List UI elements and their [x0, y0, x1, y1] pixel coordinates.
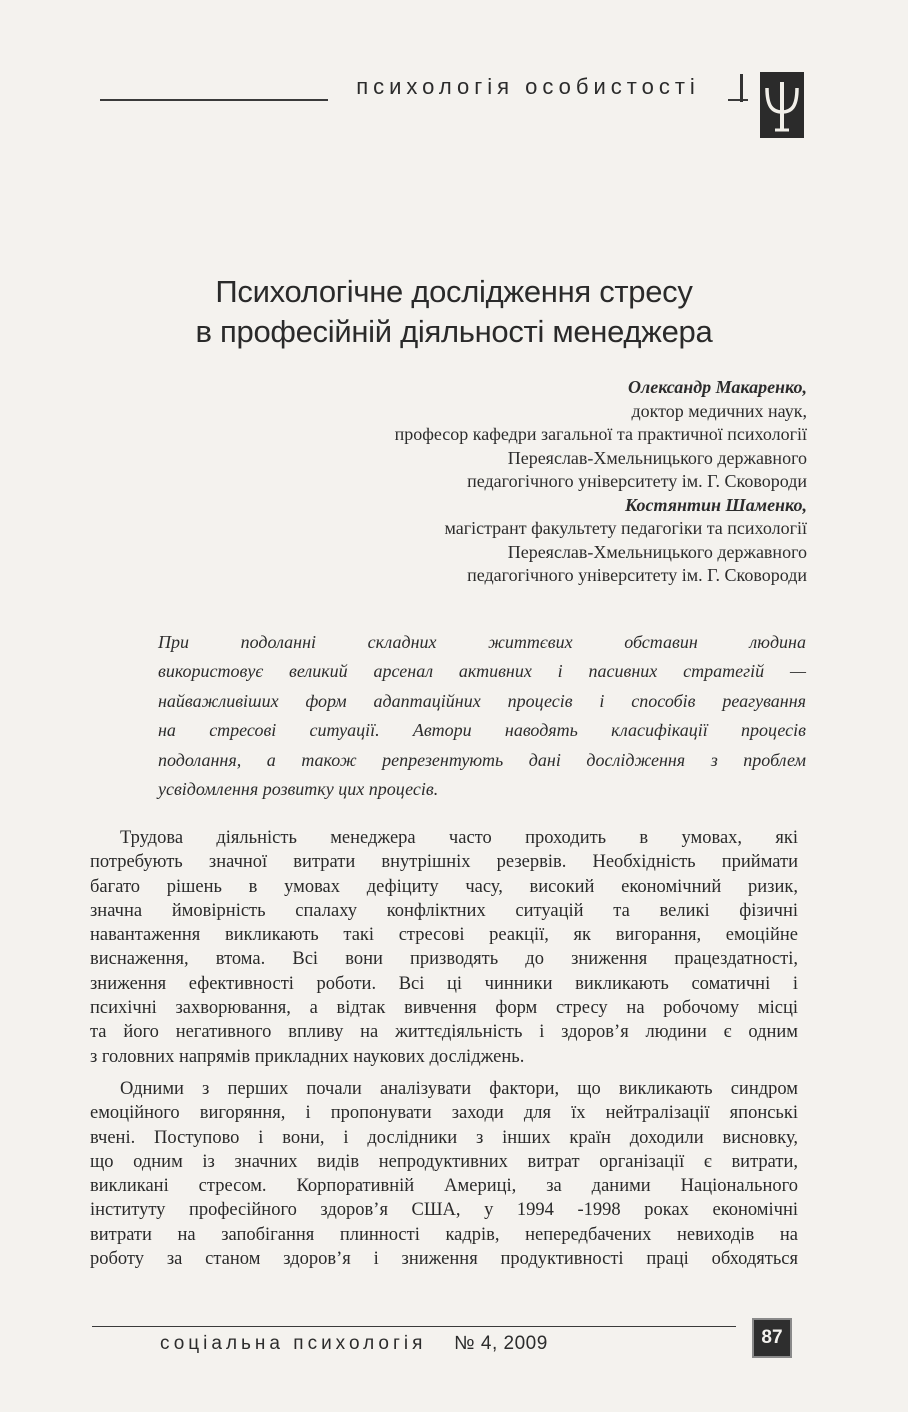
journal-name: соціальна психологія [160, 1333, 427, 1354]
body-line: Одними з перших почали аналізувати фактори, що викликають синдром [120, 1078, 798, 1099]
title-line: Психологічне дослідження стресу [215, 274, 693, 309]
title-line: в професійній діяльності менеджера [195, 314, 713, 349]
author-name: Олександр Макаренко, [628, 377, 807, 397]
body-line: психічні захворювання, а відтак вивчення форм стресу на робочому місці [90, 998, 798, 1019]
abstract-line: найважливіших форм адаптаційних процесів і способів реагування [158, 690, 806, 711]
author-affiliation: педагогічного університету ім. Г. Сковороди [467, 471, 807, 491]
author-name: Костянтин Шаменко, [624, 494, 807, 515]
author-block [240, 376, 807, 588]
body-line: виснаження, втома. Всі вони призводять до зниження працездатності, [90, 949, 798, 970]
body-line: з головних напрямів прикладних наукових досліджень. [90, 1046, 525, 1067]
abstract-line: на стресові ситуації. Автори наводять класифікації процесів [158, 720, 806, 741]
author-affiliation: професор кафедри загальної та практичної психології [394, 424, 807, 444]
body-line: витрати на запобігання плинності кадрів, непередбачених невиходів на [90, 1224, 798, 1245]
author-affiliation: педагогічного університету ім. Г. Сковороди [467, 565, 807, 585]
footer-rule [92, 1326, 736, 1327]
issue-label: № 4, 2009 [454, 1333, 548, 1354]
body-line: роботу за станом здоров’я і зниження продуктивності праці обходяться [90, 1249, 798, 1270]
body-line: емоційного вигоряння, і пропонувати заходи для їх нейтралізації японські [90, 1103, 798, 1124]
article-body [90, 826, 798, 1271]
abstract [158, 628, 806, 804]
abstract-line: При подоланні складних життєвих обставин людина [158, 632, 806, 652]
body-line: інституту професійного здоров’я США, у 1994 -1998 роках економічні [90, 1200, 798, 1221]
body-line: та його негативного впливу на життєдіяльність і здоров’я людини є одним [90, 1022, 798, 1043]
body-line: вчені. Поступово і вони, і дослідники з інших країн доходили висновку, [90, 1127, 798, 1148]
body-line: викликані стресом. Корпоративній Америці, за даними Національного [90, 1176, 798, 1197]
running-header: психологія особистості [328, 70, 728, 104]
abstract-line: використовує великий арсенал активних і пасивних стратегій — [158, 661, 806, 682]
body-line: значна ймовірність спалаху конфліктних ситуацій та великі фізичні [90, 900, 798, 921]
body-line: Трудова діяльність менеджера часто проходить в умовах, які [120, 828, 798, 848]
body-line: багато рішень в умовах дефіциту часу, високий економічний ризик, [90, 876, 798, 897]
author-affiliation: магістрант факультету педагогіки та психології [444, 518, 807, 538]
header-divider [740, 74, 743, 102]
abstract-line: усвідомлення розвитку цих процесів. [158, 779, 439, 800]
author-affiliation: Переяслав-Хмельницького державного [507, 541, 807, 562]
psi-icon [760, 72, 804, 138]
running-footer [160, 1333, 680, 1355]
page-number: 87 [752, 1318, 792, 1358]
author-affiliation: доктор медичних наук, [631, 400, 807, 421]
article-title [100, 272, 808, 352]
abstract-line: подолання, а також репрезентують дані дослідження з проблем [158, 749, 806, 770]
body-line: зниження ефективності роботи. Всі ці чинники викликають соматичні і [90, 973, 798, 994]
body-line: потребують значної витрати внутрішніх резервів. Необхідність приймати [90, 852, 798, 873]
body-line: навантаження викликають такі стресові реакції, як вигорання, емоційне [90, 925, 798, 946]
author-affiliation: Переяслав-Хмельницького державного [507, 447, 807, 468]
body-line: що одним із значних видів непродуктивних витрат організації є витрати, [90, 1151, 798, 1172]
